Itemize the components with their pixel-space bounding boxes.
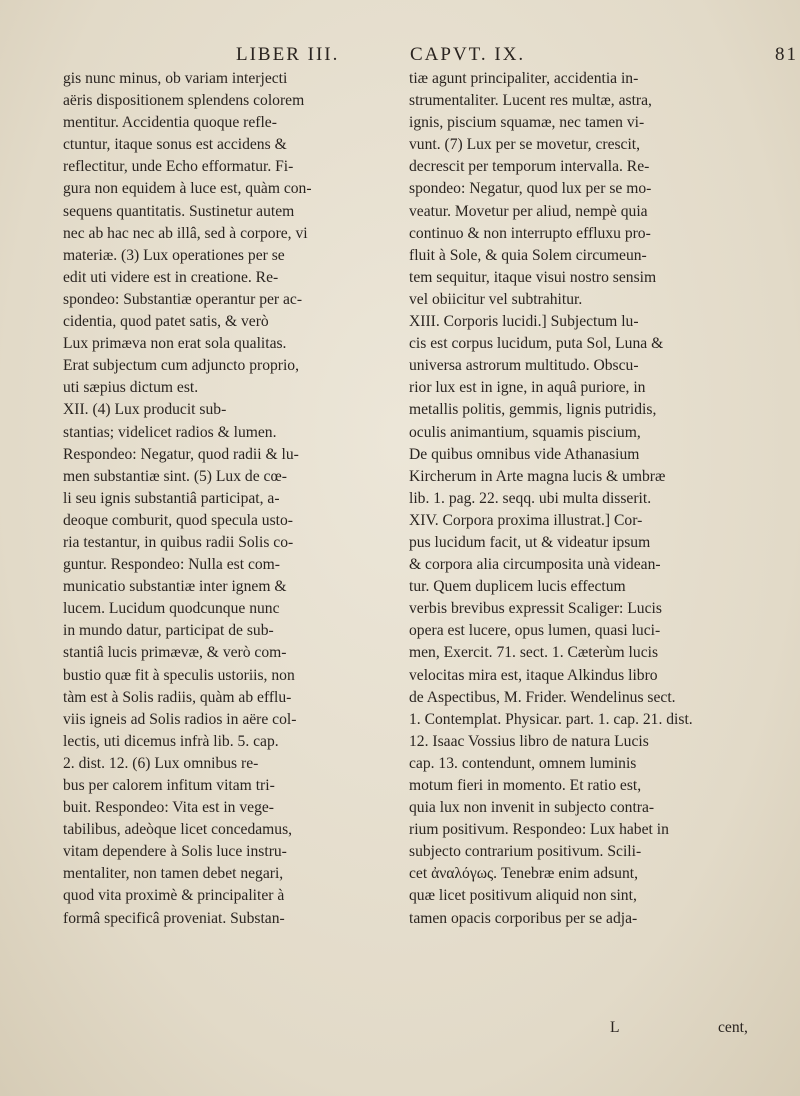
text-line: ignis, piscium squamæ, nec tamen vi- (409, 114, 645, 132)
text-line: rium positivum. Respondeo: Lux habet in (409, 821, 669, 839)
text-line: lectis, uti dicemus infrà lib. 5. cap. (63, 732, 279, 750)
text-line: ria testantur, in quibus radii Solis co- (63, 533, 294, 551)
text-line: cis est corpus lucidum, puta Sol, Luna & (409, 335, 664, 353)
text-line: nec ab hac nec ab illâ, sed à corpore, vi (63, 224, 308, 242)
text-line: velocitas mira est, itaque Alkindus libro (409, 666, 658, 684)
text-line: men substantiæ sint. (5) Lux de cœ- (63, 467, 287, 485)
text-line: opera est lucere, opus lumen, quasi luci- (409, 622, 661, 640)
text-line: 1. Contemplat. Physicar. part. 1. cap. 21. dist. (409, 710, 693, 728)
right-text-column (409, 68, 761, 930)
text-line: formâ specificâ proveniat. Substan- (63, 909, 285, 927)
text-line: mentitur. Accidentia quoque refle- (63, 114, 277, 132)
left-text-column (63, 68, 409, 930)
text-line: mentaliter, non tamen debet negari, (63, 865, 284, 883)
text-line: vitam dependere à Solis luce instru- (63, 843, 287, 861)
text-line: sequens quantitatis. Sustinetur autem (63, 202, 295, 220)
text-line: stantiâ lucis primævæ, & verò com- (63, 644, 287, 662)
text-line: tamen opacis corporibus per se adja- (409, 909, 638, 927)
text-line: tàm est à Solis radiis, quàm ab efflu- (63, 688, 292, 706)
text-line: gis nunc minus, ob variam interjecti (63, 70, 288, 87)
text-line: strumentaliter. Lucent res multæ, astra, (409, 92, 652, 110)
text-line: reflectitur, unde Echo efformatur. Fi- (63, 158, 294, 176)
text-line: stantias; videlicet radios & lumen. (63, 423, 277, 441)
text-line: Kircherum in Arte magna lucis & umbræ (409, 467, 666, 485)
text-line: rior lux est in igne, in aquâ puriore, in (409, 379, 646, 397)
signature-mark: L (610, 1019, 620, 1036)
text-line: XIV. Corpora proxima illustrat.] Cor- (409, 511, 643, 529)
text-line: De quibus omnibus vide Athanasium (409, 445, 640, 463)
text-line: viis igneis ad Solis radios in aëre col- (63, 710, 297, 728)
text-line: quæ licet positivum aliquid non sint, (409, 887, 637, 905)
text-line: & corpora alia circumposita unà videan- (409, 556, 661, 574)
text-line: uti sæpius dictum est. (63, 379, 199, 397)
running-header (0, 44, 800, 68)
text-line: Respondeo: Negatur, quod radii & lu- (63, 445, 299, 463)
text-line: motum fieri in momento. Et ratio est, (409, 777, 642, 794)
header-chapter-title: CAPVT. IX. (410, 44, 526, 65)
text-line: XIII. Corporis lucidi.] Subjectum lu- (409, 313, 639, 331)
header-book-title: LIBER III. (236, 44, 340, 65)
text-line: spondeo: Negatur, quod lux per se mo- (409, 180, 652, 198)
text-line: men, Exercit. 71. sect. 1. Cæterùm lucis (409, 644, 659, 662)
text-line: in mundo datur, participat de sub- (63, 622, 274, 640)
text-line: pus lucidum facit, ut & videatur ipsum (409, 533, 651, 551)
text-line: deoque comburit, quod specula usto- (63, 511, 293, 529)
text-line: edit uti videre est in creatione. Re- (63, 268, 279, 286)
text-line: tur. Quem duplicem lucis effectum (409, 578, 626, 596)
text-line: aëris dispositionem splendens colorem (63, 92, 305, 110)
text-line: fluit à Sole, & quia Solem circumeun- (409, 246, 647, 264)
text-line: oculis animantium, squamis piscium, (409, 423, 641, 441)
page-number: 81 (775, 44, 798, 65)
text-line: XII. (4) Lux producit sub- (63, 401, 227, 419)
text-line: subjecto contrarium positivum. Scili- (409, 843, 642, 861)
text-line: buit. Respondeo: Vita est in vege- (63, 799, 274, 817)
text-line: lib. 1. pag. 22. seqq. ubi multa disserit. (409, 489, 652, 507)
text-line: Erat subjectum cum adjuncto proprio, (63, 357, 300, 375)
text-line: de Aspectibus, M. Frider. Wendelinus sect. (409, 688, 676, 706)
text-line: lucem. Lucidum quodcunque nunc (63, 600, 280, 618)
text-line: vunt. (7) Lux per se movetur, crescit, (409, 136, 641, 154)
text-line: quod vita proximè & principaliter à (63, 887, 285, 905)
text-line: verbis brevibus expressit Scaliger: Lucis (409, 600, 662, 618)
text-line: continuo & non interrupto effluxu pro- (409, 224, 651, 242)
text-line: tem sequitur, itaque visui nostro sensim (409, 268, 657, 286)
text-line: decrescit per temporum intervalla. Re- (409, 158, 650, 176)
text-line: cap. 13. contendunt, omnem luminis (409, 754, 637, 772)
text-line: li seu ignis substantiâ participat, a- (63, 489, 280, 507)
text-line: universa astrorum multitudo. Obscu- (409, 357, 639, 375)
text-line: tiæ agunt principaliter, accidentia in- (409, 70, 639, 87)
text-line: Lux primæva non erat sola qualitas. (63, 335, 287, 353)
text-line: cidentia, quod patet satis, & verò (63, 313, 269, 331)
text-line: cet ἀναλόγως. Tenebræ enim adsunt, (409, 865, 639, 883)
text-line: veatur. Movetur per aliud, nempè quia (409, 202, 648, 220)
text-line: 12. Isaac Vossius libro de natura Lucis (409, 732, 649, 750)
text-line: vel obiicitur vel subtrahitur. (409, 290, 583, 308)
text-line: 2. dist. 12. (6) Lux omnibus re- (63, 754, 259, 772)
text-line: tabilibus, adeòque licet concedamus, (63, 821, 293, 839)
text-line: quia lux non invenit in subjecto contra- (409, 799, 655, 817)
text-line: gura non equidem à luce est, quàm con- (63, 180, 312, 198)
text-line: municatio substantiæ inter ignem & (63, 578, 287, 596)
text-line: bus per calorem infitum vitam tri- (63, 777, 275, 794)
text-line: bustio quæ fit à speculis ustoriis, non (63, 666, 295, 684)
catchword: cent, (718, 1019, 748, 1036)
text-line: guntur. Respondeo: Nulla est com- (63, 556, 280, 574)
text-line: metallis politis, gemmis, lignis putridis, (409, 401, 657, 419)
text-line: materiæ. (3) Lux operationes per se (63, 246, 285, 264)
text-line: ctuntur, itaque sonus est accidens & (63, 136, 287, 154)
text-line: spondeo: Substantiæ operantur per ac- (63, 290, 303, 308)
